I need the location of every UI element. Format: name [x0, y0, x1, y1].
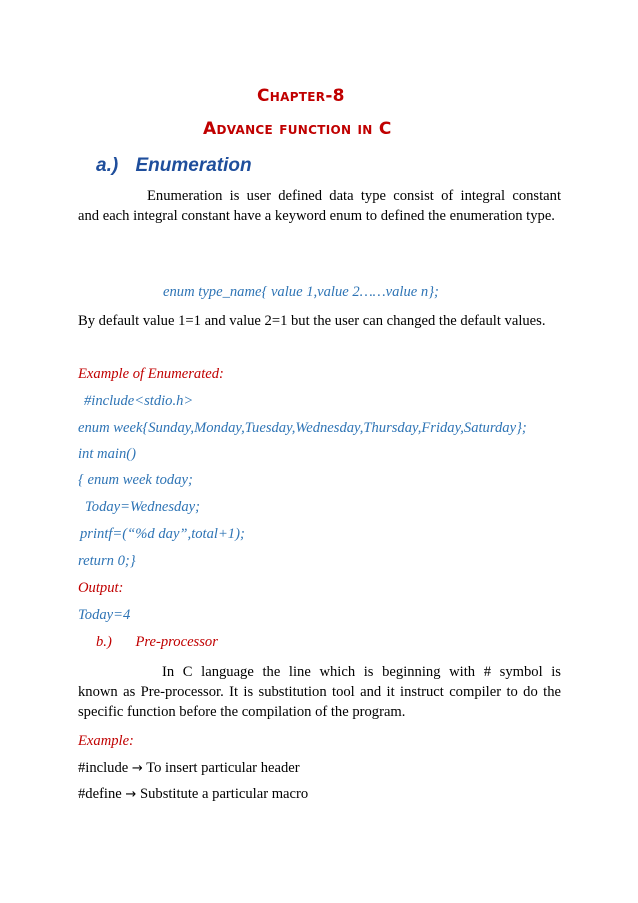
preprocessor-paragraph-first-line: In C language the line which is beginning with # symbol is [162, 664, 561, 680]
chapter-title: Chapter-8 [257, 86, 345, 106]
directive-item [78, 786, 308, 803]
directive-description: Substitute a particular macro [139, 786, 309, 802]
section-b-heading [96, 634, 218, 651]
output-label: Output: [78, 580, 124, 596]
code-line: { enum week today; [78, 472, 193, 488]
arrow-right-icon: → [125, 787, 137, 802]
preprocessor-paragraph [78, 662, 561, 722]
output-value: Today=4 [78, 607, 131, 623]
section-b-label: b.) [96, 634, 112, 650]
section-a-label: a.) [96, 155, 119, 176]
code-line: #include<stdio.h> [84, 393, 194, 409]
directive-item [78, 760, 300, 777]
directive-name: #include [78, 760, 129, 776]
section-a-heading [96, 155, 252, 177]
code-line: printf=(“%d day”,total+1); [80, 526, 245, 542]
chapter-subtitle: Advance function in C [203, 119, 392, 139]
directive-description: To insert particular header [146, 760, 300, 776]
enumeration-paragraph-first-line: Enumeration is user defined data type consist of integral constant [147, 188, 561, 204]
default-value-note: By default value 1=1 and value 2=1 but the user can changed the default values. [78, 313, 546, 329]
enumeration-paragraph [78, 186, 561, 226]
arrow-right-icon: → [131, 761, 143, 776]
preprocessor-example-label: Example: [78, 733, 134, 749]
enumeration-paragraph-rest: and each integral constant have a keyword enum to defined the enumeration type. [78, 208, 555, 224]
code-line: return 0;} [78, 553, 136, 569]
code-line: Today=Wednesday; [85, 499, 200, 515]
code-line: int main() [78, 446, 136, 462]
directive-name: #define [78, 786, 122, 802]
enum-syntax: enum type_name{ value 1,value 2……value n}; [163, 284, 439, 300]
preprocessor-paragraph-rest: known as Pre-processor. It is substitution tool and it instruct compiler to do the specific function before the compilation of the program. [78, 684, 561, 720]
section-b-title: Pre-processor [135, 634, 218, 650]
section-a-title: Enumeration [135, 155, 252, 176]
code-line: enum week{Sunday,Monday,Tuesday,Wednesday,Thursday,Friday,Saturday}; [78, 420, 527, 436]
example-heading: Example of Enumerated: [78, 366, 224, 382]
